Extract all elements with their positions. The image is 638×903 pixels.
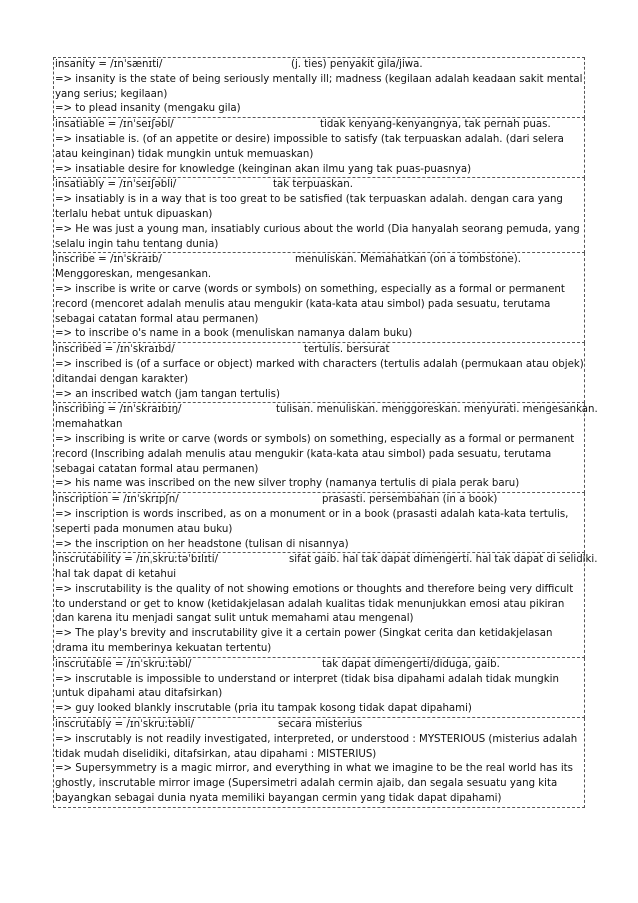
- entry-meaning-continued: hal tak dapat di ketahui: [55, 569, 177, 581]
- entry-word: insatiable = /ɪnˈseɪʃəbl/: [55, 119, 174, 131]
- entry-meaning: (j. ties) penyakit gila/jiwa.: [291, 59, 423, 70]
- entry-example: => to inscribe o's name in a book (menuliskan namanya dalam buku): [55, 328, 413, 340]
- entry-word: insanity = /ɪnˈsænɪti/: [55, 59, 163, 70]
- entry-inscrutably: [53, 718, 585, 808]
- entry-header: [54, 253, 584, 268]
- entry-meaning: sifat gaib. hal tak dapat dimengerti. hal tak dapat di selidiki.: [289, 554, 598, 566]
- entry-inscribing: [53, 403, 598, 493]
- entry-definition: => inscription is words inscribed, as on a monument or in a book (prasasti adalah kata-kata tertulis, seperti pada monumen atau buku): [55, 508, 569, 535]
- entry-example: => insatiable desire for knowledge (keinginan akan ilmu yang tak puas-puasnya): [55, 163, 472, 175]
- entry-example: => his name was inscribed on the new silver trophy (namanya tertulis di piala perak baru): [55, 478, 520, 490]
- entry-header: [54, 118, 584, 133]
- entry-definition: => inscribing is write or carve (words or symbols) on something, especially as a formal or permanent record (Inscribing adalah menulis atau mengukir (kata-kata atau simbol) pada sesuatu, terutama sebagai catatan formal atau permanen): [55, 433, 575, 475]
- entry-word: insatiably = /ɪnˈseɪʃəbli/: [55, 179, 177, 191]
- entry-example: => the inscription on her headstone (tulisan di nisannya): [55, 538, 349, 550]
- entry-example: => He was just a young man, insatiably curious about the world (Dia hanyalah seorang pemuda, yang selalu ingin tahu tentang dunia): [55, 223, 580, 250]
- entry-word: inscrutability = /ɪnˌskruːtəˈbɪlɪti/: [55, 554, 219, 566]
- entry-example: => to plead insanity (mengaku gila): [55, 103, 241, 115]
- entry-word: inscrutably = /ɪnˈskruːtəbli/: [55, 719, 194, 731]
- entry-definition: => insanity is the state of being seriously mentally ill; madness (kegilaan adalah keadaan sakit mental yang serius; kegilaan): [55, 73, 583, 100]
- entry-definition: => inscrutability is the quality of not showing emotions or thoughts and therefore being very difficult to understand or get to know (ketidakjelasan adalah kualitas tidak menunjukkan emosi atau pikiran dan karena itu menjadi sangat sulit untuk memahami atau mengenal): [55, 583, 574, 625]
- entry-meaning-continued: memahatkan: [55, 419, 123, 431]
- entry-inscribed: [53, 343, 585, 403]
- entry-header: [54, 343, 584, 358]
- entry-word: inscrutable = /ɪnˈskruːtəbl/: [55, 658, 192, 670]
- entry-word: inscription = /ɪnˈskrɪpʃn/: [55, 494, 179, 506]
- entry-header: [54, 178, 584, 193]
- entry-insatiably: [53, 178, 585, 253]
- entry-example: => Supersymmetry is a magic mirror, and everything in what we imagine to be the real world has its ghostly, inscrutable mirror image (Supersimetri adalah cermin ajaib, dan segala sesuatu yang kita bayangkan sebagai dunia nyata memiliki bayangan cermin yang tidak dapat dipahami): [55, 763, 573, 805]
- entry-header: [54, 403, 598, 418]
- entry-definition: => inscrutably is not readily investigated, interpreted, or understood : MYSTERIOUS (misterius adalah tidak mudah diselidiki, ditafsirkan, atau dipahami : MISTERIUS): [55, 733, 578, 760]
- entry-meaning: tak terpuaskan.: [273, 179, 353, 191]
- entry-definition: => inscribed is (of a surface or object) marked with characters (tertulis adalah (permukaan atau objek) ditandai dengan karakter): [55, 358, 584, 385]
- entry-definition: => inscribe is write or carve (words or symbols) on something, especially as a formal or permanent record (mencoret adalah menulis atau mengukir (kata-kata atau simbol) pada sesuatu, terutama sebagai catatan formal atau permanen): [55, 283, 565, 325]
- entry-insanity: [53, 57, 585, 118]
- entry-definition: => inscrutable is impossible to understand or interpret (tidak bisa dipahami adalah tidak mungkin untuk dipahami atau ditafsirkan): [55, 673, 559, 700]
- entry-word: inscribing = /ɪnˈskraɪbɪŋ/: [55, 404, 182, 416]
- entry-insatiable: [53, 118, 585, 178]
- entry-meaning: tulisan. menuliskan. menggoreskan. menyurati. mengesankan.: [276, 404, 598, 416]
- entry-header: [54, 493, 584, 508]
- entry-meaning: tertulis. bersurat: [304, 344, 390, 356]
- entry-header: [54, 553, 598, 568]
- entry-definition: => insatiably is in a way that is too great to be satisfied (tak terpuaskan adalah. dengan cara yang terlalu hebat untuk dipuaskan): [55, 194, 563, 220]
- entry-inscribe: [53, 253, 585, 343]
- entry-definition: => insatiable is. (of an appetite or desire) impossible to satisfy (tak terpuaskan adalah. (dari selera atau keinginan) tidak mungkin untuk memuaskan): [55, 133, 564, 160]
- entry-word: inscribed = /ɪnˈskraɪbd/: [55, 344, 175, 356]
- entry-meaning: tidak kenyang-kenyangnya, tak pernah puas.: [320, 119, 551, 131]
- entry-inscrutable: [53, 658, 585, 718]
- entry-example: => an inscribed watch (jam tangan tertulis): [55, 388, 280, 400]
- entry-word: inscribe = /ɪnˈskraɪb/: [55, 254, 162, 266]
- entry-inscription: [53, 493, 585, 553]
- entry-header: [54, 718, 584, 733]
- entry-meaning-continued: Menggoreskan, mengesankan.: [55, 269, 212, 281]
- entry-example: => The play's brevity and inscrutability give it a certain power (Singkat cerita dan ketidakjelasan drama itu memberinya kekuatan tertentu): [55, 628, 553, 655]
- entry-header: [54, 58, 584, 73]
- entry-inscrutability: [53, 553, 598, 658]
- entry-header: [54, 658, 584, 673]
- entry-meaning: tak dapat dimengerti/diduga, gaib.: [322, 658, 500, 670]
- entry-meaning: secara misterius: [278, 719, 363, 731]
- dictionary-document: [53, 57, 598, 808]
- entry-example: => guy looked blankly inscrutable (pria itu tampak kosong tidak dapat dipahami): [55, 703, 472, 715]
- entry-meaning: menuliskan. Memahatkan (on a tombstone).: [295, 254, 522, 266]
- entry-meaning: prasasti. persembahan (in a book): [322, 494, 498, 506]
